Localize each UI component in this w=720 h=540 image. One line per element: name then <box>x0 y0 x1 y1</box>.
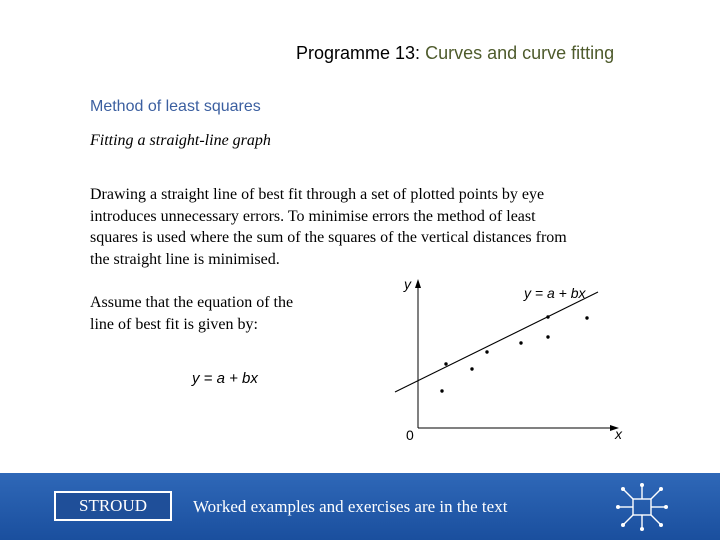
paragraph-line: the straight line is minimised. <box>90 250 280 268</box>
section-subtitle: Fitting a straight-line graph <box>90 132 271 149</box>
paragraph-line: line of best fit is given by: <box>90 315 258 333</box>
data-point <box>444 362 447 365</box>
data-point <box>440 389 443 392</box>
paragraph-line: Drawing a straight line of best fit through a set of plotted points by eye <box>90 186 545 203</box>
footer-note: Worked examples and exercises are in the text <box>193 497 508 516</box>
y-axis-arrow-icon <box>415 279 421 288</box>
data-point <box>585 316 588 319</box>
y-axis-label: y <box>404 276 411 292</box>
data-point <box>519 341 522 344</box>
best-fit-line <box>395 292 598 392</box>
data-point <box>546 335 549 338</box>
paragraph-line: Assume that the equation of the <box>90 294 294 311</box>
navigation-hub-icon[interactable] <box>614 481 670 533</box>
intro-paragraph <box>90 184 650 270</box>
data-point <box>546 315 549 318</box>
paragraph-line: squares is used where the sum of the squares of the vertical distances from <box>90 229 567 246</box>
data-point <box>485 350 488 353</box>
origin-label: 0 <box>406 427 414 443</box>
best-fit-line-label: y = a + bx <box>524 285 586 301</box>
paragraph-line: introduces unnecessary errors. To minimise errors the method of least <box>90 207 536 225</box>
programme-number: Programme 13: <box>296 43 421 63</box>
footer-bar <box>0 473 720 540</box>
stroud-logo: STROUD <box>54 491 172 521</box>
section-title: Method of least squares <box>90 98 261 115</box>
x-axis-label: x <box>615 426 622 442</box>
line-equation: y = a + bx <box>192 370 258 387</box>
data-point <box>470 367 473 370</box>
best-fit-diagram <box>385 270 645 445</box>
programme-topic: Curves and curve fitting <box>425 43 615 63</box>
page-header <box>296 43 614 64</box>
assumption-paragraph <box>90 292 350 335</box>
